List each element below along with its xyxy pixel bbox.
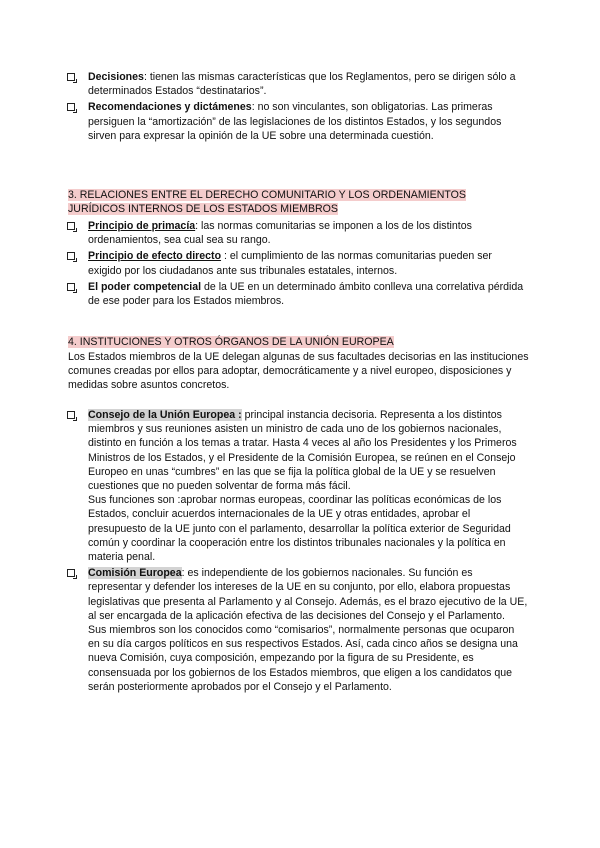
definition: : es independiente de los gobiernos nacionales. Su función es representar y defender los intereses de la UE en su conjunto, por ello, elabora propuestas legislativas que presenta al Parlamento y al Consejo. Además, es el brazo ejecutivo de la UE, al ser encargada de la aplicación efectiva de las decisiones del Consejo y el Parlamento. xyxy=(88,567,528,622)
checkbox-bullet-icon xyxy=(67,283,75,291)
section-3-heading xyxy=(68,188,466,216)
heading-line: 4. INSTITUCIONES Y OTROS ÓRGANOS DE LA UNIÓN EUROPEA xyxy=(68,336,394,348)
definition: : tienen las mismas características que los Reglamentos, pero se dirigen sólo a determinados Estados “destinatarios”. xyxy=(88,71,516,98)
list-item-recomendaciones xyxy=(88,100,528,143)
definition: : las normas comunitarias se imponen a los de los distintos ordenamientos, sea cual sea su rango. xyxy=(88,220,472,247)
section-3-list xyxy=(88,219,528,310)
heading-line: JURÍDICOS INTERNOS DE LOS ESTADOS MIEMBROS xyxy=(68,203,338,216)
list-item-comision xyxy=(88,566,528,694)
term: El poder competencial xyxy=(88,280,202,293)
section-4-intro: Los Estados miembros de la UE delegan algunas de sus facultades decisorias en las instituciones comunes creadas por ellos para adoptar, democráticamente y a nivel europeo, disposiciones y medidas sobre asuntos concretos. xyxy=(68,351,529,392)
term-highlighted: Comisión Europea xyxy=(88,567,182,580)
definition: : el cumplimiento de las normas comunitarias pueden ser exigido por los ciudadanos ante sus tribunales estatales, internos. xyxy=(88,250,492,277)
checkbox-bullet-icon xyxy=(67,252,75,260)
checkbox-bullet-icon xyxy=(67,103,75,111)
checkbox-bullet-icon xyxy=(67,411,75,419)
list-item-efecto-directo xyxy=(88,249,528,277)
list-item-decisiones xyxy=(88,70,528,98)
term: Principio de primacía xyxy=(88,220,196,232)
term: Recomendaciones y dictámenes xyxy=(88,101,252,114)
term: Decisiones xyxy=(88,71,144,83)
definition: principal instancia decisoria. Representa a los distintos miembros y sus reuniones asisten un ministro de cada uno de los gobiernos nacionales, distinto en función a los temas a tratar. Hasta 4 veces al año los Presidentes y los Primeros Ministros de los Estados, y el Presidente de la Comisión Europea, se reúnen en el Consejo Europeo en unas “cumbres” en las que se fija la política global de la UE y se resuelven cuestiones que no pueden solventar de forma más fácil. xyxy=(88,409,517,493)
top-bullet-list xyxy=(88,70,528,145)
checkbox-bullet-icon xyxy=(67,222,75,230)
checkbox-bullet-icon xyxy=(67,73,75,81)
term-highlighted: Consejo de la Unión Europea : xyxy=(88,409,242,421)
list-item-primacia xyxy=(88,219,528,247)
consejo-funciones: Sus funciones son :aprobar normas europeas, coordinar las políticas económicas de los Estados, concluir acuerdos internacionales de la UE y otras entidades, aprobar el presupuesto de la UE junto con el parlamento, desarrollar la política exterior de Seguridad común y coordinar la cooperación entre los distintos tribunales nacionales y la política en materia penal. xyxy=(88,494,511,564)
definition: de la UE en un determinado ámbito conlleva una correlativa pérdida de ese poder para los Estados miembros. xyxy=(88,280,524,308)
heading-line: 3. RELACIONES ENTRE EL DERECHO COMUNITARIO Y LOS ORDENAMIENTOS xyxy=(68,189,466,201)
section-4-heading xyxy=(68,335,394,349)
checkbox-bullet-icon xyxy=(67,569,75,577)
definition: : no son vinculantes, son obligatorias. Las primeras persiguen la “amortización” de las legislaciones de los distintos Estados, y los segundos sirven para expresar la opinión de la UE sobre una determinada cuestión. xyxy=(88,101,502,142)
section-4-list xyxy=(88,408,528,696)
list-item-consejo xyxy=(88,408,528,564)
comision-miembros: Sus miembros son los conocidos como “comisarios”, normalmente personas que ocuparon en su día cargos políticos en sus respectivos Estados. Así, cada cinco años se designa una nueva Comisión, cuya composición, empezando por la figura de su Presidente, es consensuada por los gobiernos de los Estados miembros, que eligen a los candidatos que serán posteriormente aprobados por el Consejo y el Parlamento. xyxy=(88,624,518,693)
list-item-poder-competencial xyxy=(88,280,528,308)
term: Principio de efecto directo xyxy=(88,250,222,263)
